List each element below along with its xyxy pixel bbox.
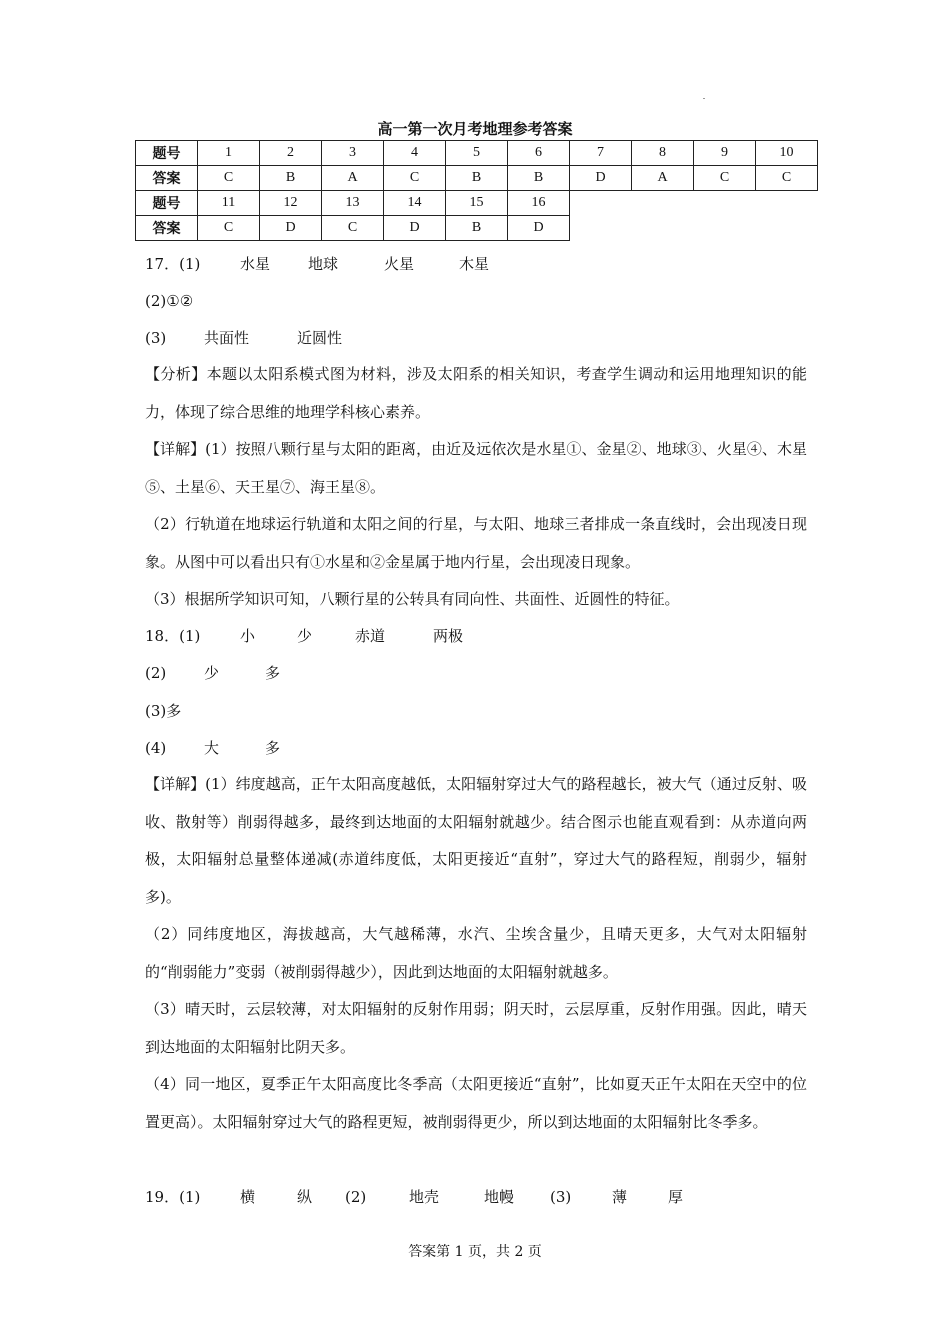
answer-cell: C	[198, 216, 260, 241]
answer-cell: B	[260, 166, 322, 191]
answer-word: 地幔	[484, 1188, 515, 1206]
answer-word: 薄	[612, 1188, 628, 1206]
empty-cell	[570, 191, 818, 216]
part-label: (3)	[550, 1188, 572, 1206]
part-label: (2)	[345, 1188, 367, 1206]
q18-part4	[145, 738, 810, 758]
answer-word: 近圆性	[297, 329, 343, 347]
question-number-cell: 15	[446, 191, 508, 216]
table-row	[136, 216, 818, 241]
part-label: (2)	[145, 664, 167, 682]
q17-part2: (2)①②	[145, 292, 194, 310]
table-header-cell: 答案	[136, 216, 198, 241]
question-number-cell: 6	[508, 141, 570, 166]
answer-cell: B	[508, 166, 570, 191]
answer-word: 木星	[459, 255, 490, 273]
question-number-cell: 9	[694, 141, 756, 166]
answer-word: 纵	[297, 1188, 313, 1206]
answer-cell: D	[508, 216, 570, 241]
q18-detail-1: 【详解】(1）纬度越高，正午太阳高度越低，太阳辐射穿过大气的路程越长，被大气（通过反射、吸收、散射等）削弱得越多，最终到达地面的太阳辐射就越少。结合图示也能直观看到：从赤道向两极，太阳辐射总量整体递减(赤道纬度低，太阳更接近“直射”，穿过大气的路程短，削弱少，辐射多)。	[145, 775, 807, 906]
table-header-cell: 题号	[136, 141, 198, 166]
answer-word: 地壳	[409, 1188, 440, 1206]
table-row	[136, 191, 818, 216]
answer-cell: D	[570, 166, 632, 191]
answer-cell: C	[694, 166, 756, 191]
answer-cell: C	[384, 166, 446, 191]
question-number-cell: 1	[198, 141, 260, 166]
table-header-cell: 答案	[136, 166, 198, 191]
q19-label: 19．(1)	[145, 1188, 201, 1206]
question-number-cell: 11	[198, 191, 260, 216]
answer-word: 厚	[668, 1188, 684, 1206]
q17-detail-1: 【详解】(1）按照八颗行星与太阳的距离，由近及远依次是水星①、金星②、地球③、火星④、木星⑤、土星⑥、天王星⑦、海王星⑧。	[145, 440, 807, 496]
question-number-cell: 3	[322, 141, 384, 166]
question-number-cell: 4	[384, 141, 446, 166]
answer-cell: A	[322, 166, 384, 191]
table-row	[136, 166, 818, 191]
answer-word: 多	[265, 664, 281, 682]
answer-word: 赤道	[355, 627, 386, 645]
answer-word: 共面性	[204, 329, 250, 347]
q18-detail-3: （3）晴天时，云层较薄，对太阳辐射的反射作用弱；阴天时，云层厚重，反射作用强。因此，晴天到达地面的太阳辐射比阴天多。	[145, 1000, 807, 1056]
q18-part2	[145, 663, 810, 683]
question-number-cell: 8	[632, 141, 694, 166]
part-label: (3)	[145, 329, 167, 347]
answer-word: 多	[265, 739, 281, 757]
answer-word: 水星	[240, 255, 271, 273]
answer-cell: C	[322, 216, 384, 241]
q18-detail-2: （2）同纬度地区，海拔越高，大气越稀薄，水汽、尘埃含量少，且晴天更多，大气对太阳辐射的“削弱能力”变弱（被削弱得越少），因此到达地面的太阳辐射就越多。	[145, 925, 807, 981]
page-title: 高一第一次月考地理参考答案	[377, 120, 573, 138]
q18-label: 18．(1)	[145, 627, 201, 645]
answer-word: 地球	[308, 255, 339, 273]
question-number-cell: 16	[508, 191, 570, 216]
answer-cell: A	[632, 166, 694, 191]
answer-word: 大	[204, 739, 220, 757]
question-number-cell: 13	[322, 191, 384, 216]
q17-part1	[145, 254, 810, 274]
part-label: (4)	[145, 739, 167, 757]
question-number-cell: 7	[570, 141, 632, 166]
answer-word: 小	[240, 627, 256, 645]
empty-cell	[570, 216, 818, 241]
answer-word: 两极	[433, 627, 464, 645]
answer-cell: D	[260, 216, 322, 241]
question-number-cell: 5	[446, 141, 508, 166]
q18-part3: (3)多	[145, 702, 182, 720]
scan-speck	[703, 98, 705, 99]
question-number-cell: 2	[260, 141, 322, 166]
question-number-cell: 12	[260, 191, 322, 216]
answer-cell: B	[446, 216, 508, 241]
q19-part1	[145, 1187, 810, 1207]
q17-analysis: 【分析】本题以太阳系模式图为材料，涉及太阳系的相关知识，考查学生调动和运用地理知识的能力，体现了综合思维的地理学科核心素养。	[145, 365, 807, 421]
answer-cell: B	[446, 166, 508, 191]
page-footer: 答案第 1 页，共 2 页	[408, 1244, 542, 1260]
answer-cell: D	[384, 216, 446, 241]
answer-word: 火星	[384, 255, 415, 273]
answer-cell: C	[756, 166, 818, 191]
answer-word: 少	[204, 664, 220, 682]
answer-table	[135, 140, 818, 241]
q17-detail-3: （3）根据所学知识可知，八颗行星的公转具有同向性、共面性、近圆性的特征。	[145, 590, 680, 608]
question-number-cell: 10	[756, 141, 818, 166]
answer-cell: C	[198, 166, 260, 191]
q18-part1	[145, 626, 810, 646]
q17-detail-2: （2）行轨道在地球运行轨道和太阳之间的行星，与太阳、地球三者排成一条直线时，会出现凌日现象。从图中可以看出只有①水星和②金星属于地内行星，会出现凌日现象。	[145, 515, 807, 571]
answer-word: 少	[297, 627, 313, 645]
question-number-cell: 14	[384, 191, 446, 216]
answer-word: 横	[240, 1188, 256, 1206]
table-row	[136, 141, 818, 166]
table-header-cell: 题号	[136, 191, 198, 216]
q17-part3	[145, 328, 810, 348]
q18-detail-4: （4）同一地区，夏季正午太阳高度比冬季高（太阳更接近“直射”，比如夏天正午太阳在天空中的位置更高）。太阳辐射穿过大气的路程更短，被削弱得更少，所以到达地面的太阳辐射比冬季多。	[145, 1075, 807, 1131]
q17-label: 17．(1)	[145, 255, 201, 273]
